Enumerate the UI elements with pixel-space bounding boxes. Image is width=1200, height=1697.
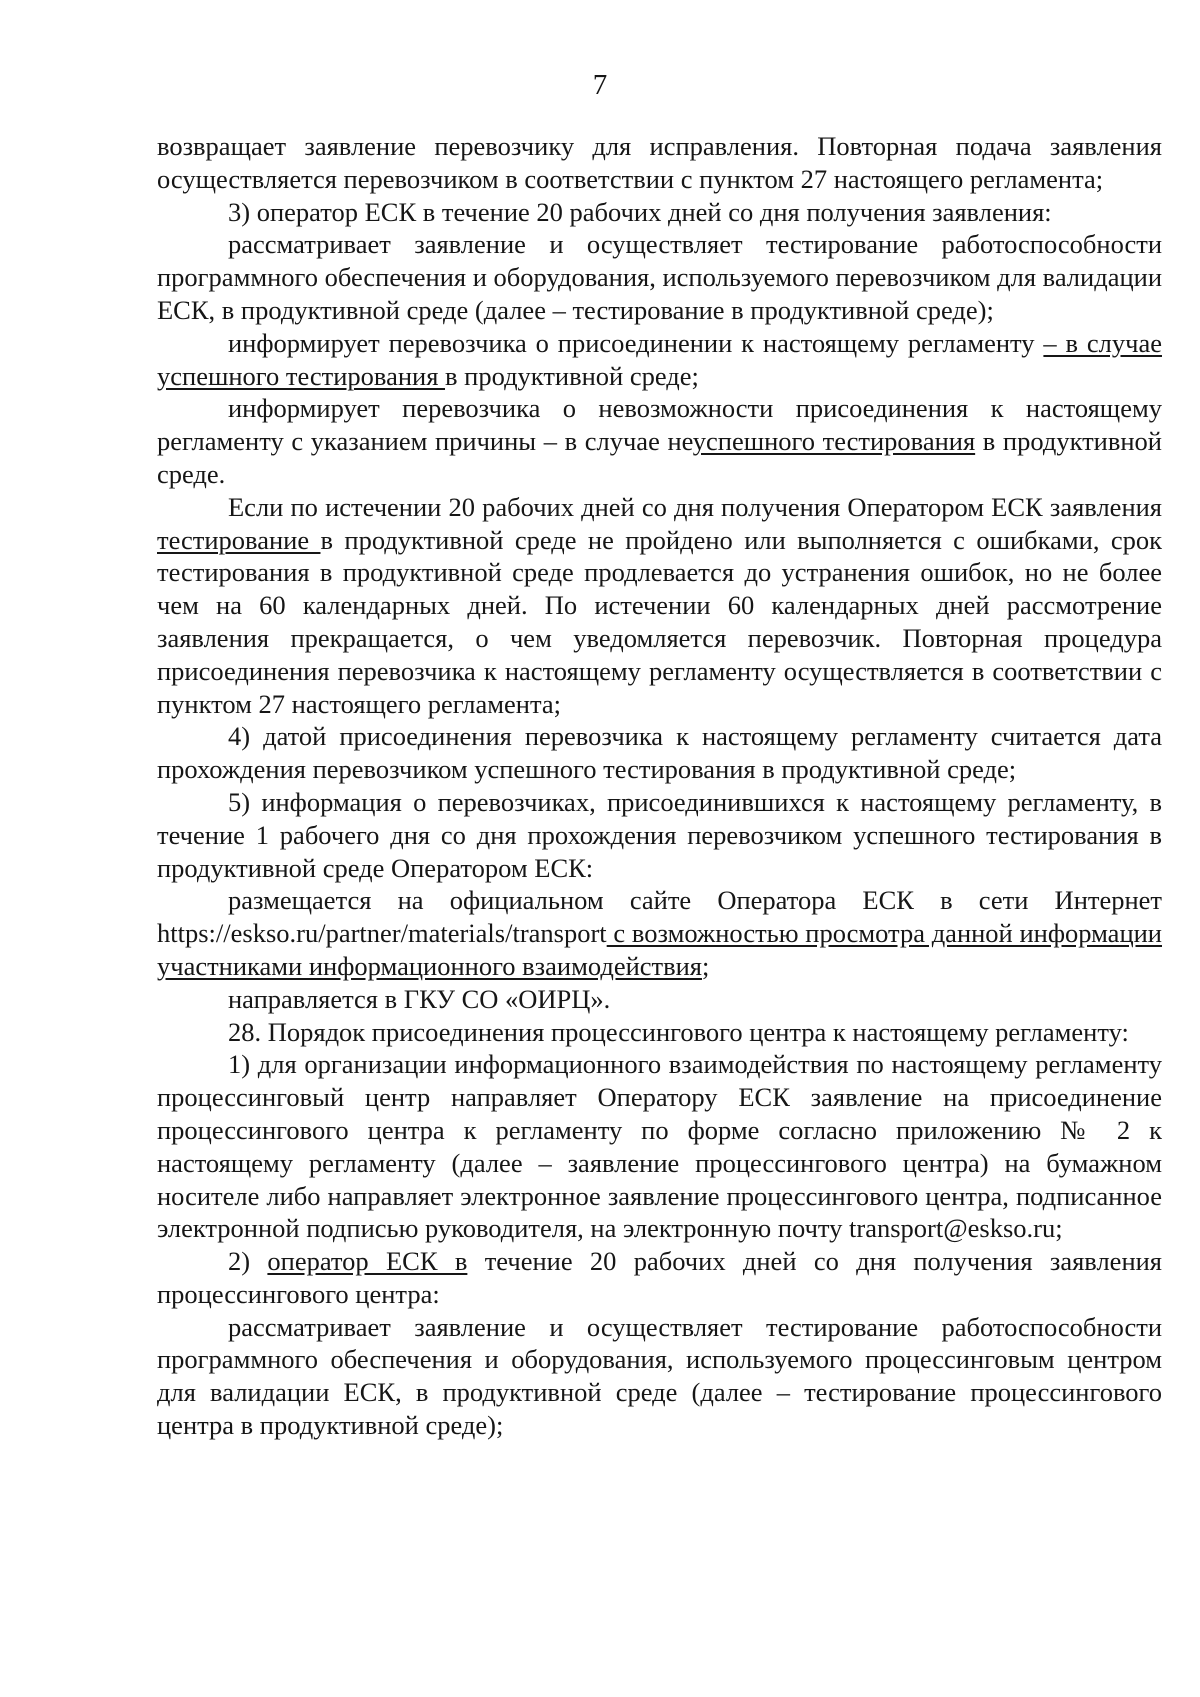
item-5: 5) информация о перевозчиках, присоединившихся к настоящему регламенту, в течение 1 рабочего дня со дня прохождения перевозчиком успешного тестирования в продуктивной среде Оператором ЕСК: bbox=[157, 786, 1162, 883]
section-28-item-2 bbox=[157, 1245, 1162, 1311]
text-run: 2) bbox=[228, 1246, 268, 1277]
section-28-item-1: 1) для организации информационного взаимодействия по настоящему регламенту процессинговый центр направляет Оператору ЕСК заявление на присоединение процессингового центра к регламенту по форме согласно приложению № 2 к настоящему регламенту (далее – заявление процессингового центра) на бумажном носителе либо направляет электронное заявление процессингового центра, подписанное электронной подписью руководителя, на электронную почту transport@eskso.ru; bbox=[157, 1049, 1162, 1244]
paragraph-processing-testing: рассматривает заявление и осуществляет тестирование работоспособности программного обеспечения и оборудования, используемого процессинговым центром для валидации ЕСК, в продуктивной среде (далее – тестирование процессингового центра в продуктивной среде); bbox=[157, 1311, 1162, 1441]
paragraph-continuation: возвращает заявление перевозчику для исправления. Повторная подача заявления осуществляется перевозчиком в соответствии с пунктом 27 настоящего регламента; bbox=[157, 131, 1162, 194]
document-body bbox=[157, 130, 1162, 1442]
paragraph-inform-failure bbox=[157, 392, 1162, 490]
text-run: в продуктивной среде. bbox=[157, 426, 1162, 489]
item-3: 3) оператор ЕСК в течение 20 рабочих дней со дня получения заявления: bbox=[228, 196, 1052, 227]
item-4: 4) датой присоединения перевозчика к настоящему регламенту считается дата прохождения перевозчиком успешного тестирования в продуктивной среде; bbox=[157, 721, 1162, 785]
text-run: ; bbox=[701, 950, 710, 981]
section-28-heading: 28. Порядок присоединения процессингового центра к настоящему регламенту: bbox=[228, 1016, 1129, 1047]
text-run: информирует перевозчика о невозможности присоединения к настоящему регламенту с указанием причины – в случае не bbox=[157, 393, 1162, 457]
text-run: течение 20 рабочих дней со дня получения заявления процессингового центра: bbox=[157, 1246, 1162, 1309]
paragraph-review-testing: рассматривает заявление и осуществляет тестирование работоспособности программного обеспечения и оборудования, используемого перевозчиком для валидации ЕСК, в продуктивной среде (далее – тестирование в продуктивной среде); bbox=[157, 229, 1163, 325]
text-run: информирует перевозчика о присоединении к настоящему регламенту bbox=[228, 327, 1044, 358]
paragraph-inform-success bbox=[157, 327, 1162, 393]
text-run: в продуктивной среде не пройдено или выполняется с ошибками, срок тестирования в продуктивной среде продлевается до устранения ошибок, но не более чем на 60 календарных дней. По истечении 60 календарных дней рассмотрение заявления прекращается, о чем уведомляется перевозчик. Повторная процедура присоединения перевозчика к настоящему регламенту осуществляется в соответствии с пунктом 27 настоящего регламента; bbox=[157, 524, 1163, 719]
underlined-text: оператор ЕСК в bbox=[267, 1246, 468, 1277]
text-run: размещается на официальном сайте Оператора ЕСК в сети Интернет https://eskso.ru/partner/materials/transport bbox=[157, 885, 1162, 949]
paragraph-testing-extension bbox=[157, 491, 1162, 721]
underlined-text: – в случае успешного тестирования bbox=[157, 327, 1162, 391]
paragraph-sent-to-gku: направляется в ГКУ СО «ОИРЦ». bbox=[228, 983, 611, 1014]
underlined-text: тестирование bbox=[157, 524, 321, 555]
page-number: 7 bbox=[592, 69, 608, 101]
text-run: в продуктивной среде; bbox=[445, 360, 699, 391]
underlined-text: с возможностью просмотра данной информации участниками информационного взаимодействия bbox=[157, 918, 1162, 981]
text-run: Если по истечении 20 рабочих дней со дня получения Оператором ЕСК заявления bbox=[228, 491, 1162, 522]
underlined-text: успешного тестирования bbox=[692, 426, 976, 457]
paragraph-published-website bbox=[157, 884, 1162, 982]
